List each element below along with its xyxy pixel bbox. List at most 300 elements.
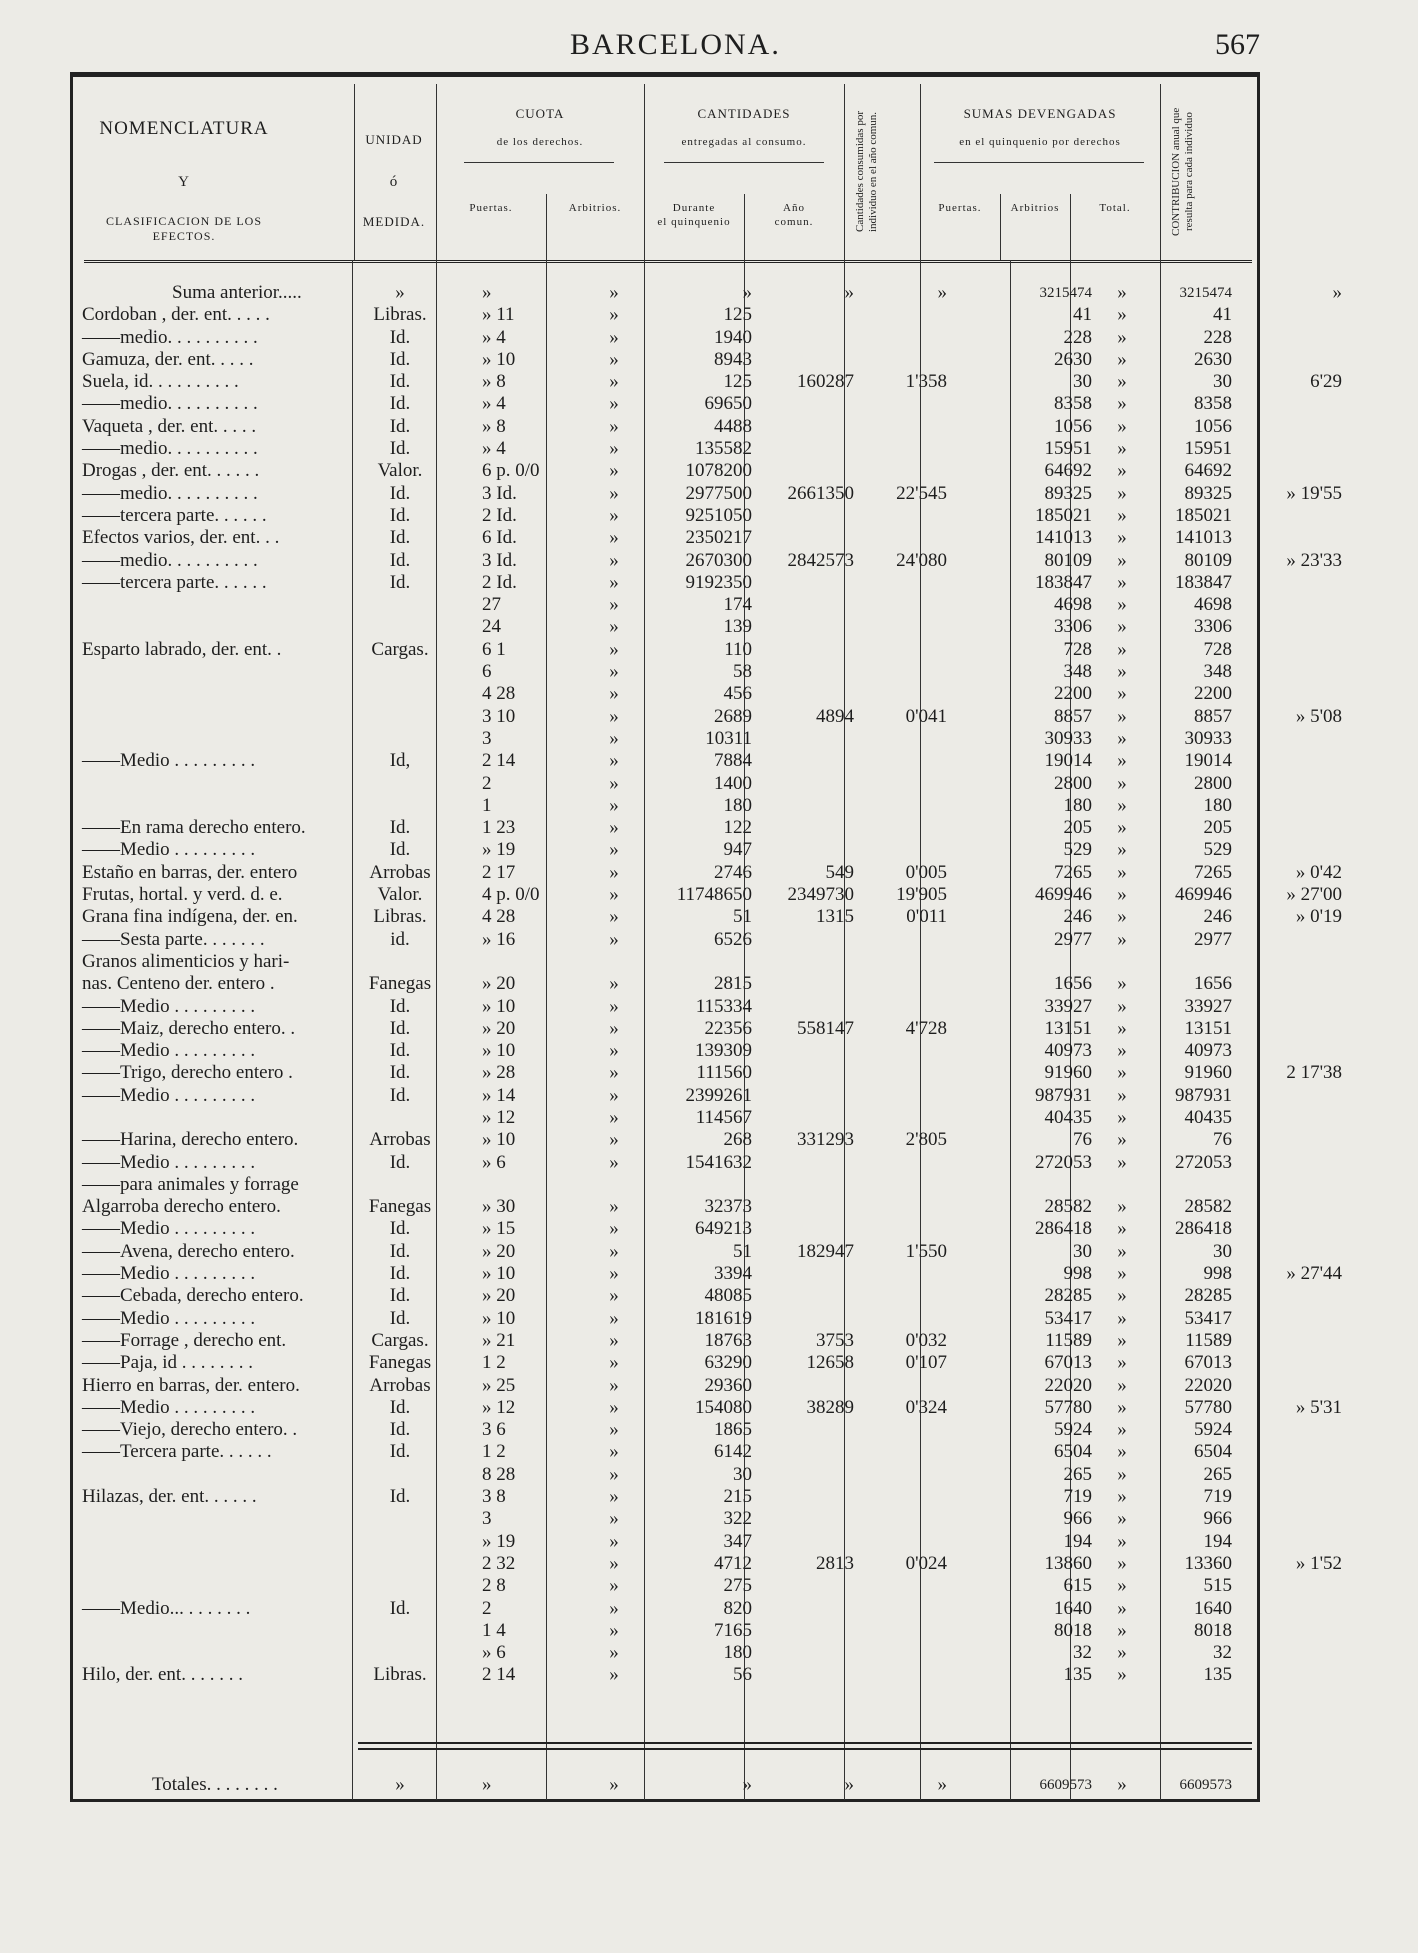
row-sumas-arbitrios: » xyxy=(1117,1396,1127,1418)
row-cuota-arbitrios: » xyxy=(609,638,619,660)
row-sumas-total: 76 xyxy=(1213,1129,1232,1151)
table-row xyxy=(82,416,1262,438)
row-sumas-total: 1056 xyxy=(1194,415,1232,437)
row-name: ——Cebada, derecho entero. xyxy=(82,1285,304,1307)
row-cuota-puertas: » 4 xyxy=(482,326,506,348)
row-durante: 268 xyxy=(723,1129,752,1151)
row-sumas-total: 13151 xyxy=(1184,1017,1232,1039)
page-title: BARCELONA. xyxy=(570,28,781,61)
row-sumas-arbitrios: » xyxy=(1117,304,1127,326)
row-durante: 947 xyxy=(723,839,752,861)
row-sumas-total: 41 xyxy=(1213,304,1232,326)
row-cuota-arbitrios: » xyxy=(609,1508,619,1530)
table-row xyxy=(82,1285,1262,1307)
row-name: Drogas , der. ent. . . . . . xyxy=(82,460,260,482)
row-sumas-arbitrios: » xyxy=(1117,460,1127,482)
row-sumas-puertas: 22020 xyxy=(1044,1374,1092,1396)
row-unit: Id. xyxy=(389,1040,411,1062)
row-sumas-total: 33927 xyxy=(1184,995,1232,1017)
row-sumas-total: 57780 xyxy=(1184,1396,1232,1418)
row-cuota-puertas: » 14 xyxy=(482,1084,516,1106)
row-name: Frutas, hortal. y verd. d. e. xyxy=(82,884,283,906)
table-row xyxy=(82,505,1262,527)
row-sumas-puertas: 76 xyxy=(1073,1129,1092,1151)
row-sumas-total: 53417 xyxy=(1184,1307,1232,1329)
table-row xyxy=(82,1308,1262,1330)
row-consumo-individuo: 0'324 xyxy=(905,1396,947,1418)
row-sumas-total: 515 xyxy=(1203,1575,1232,1597)
row-sumas-puertas: 2977 xyxy=(1054,928,1092,950)
row-sumas-puertas: 3306 xyxy=(1054,616,1092,638)
row-sumas-total: 286418 xyxy=(1175,1218,1232,1240)
row-sumas-puertas: 40973 xyxy=(1044,1040,1092,1062)
row-cuota-puertas: » 28 xyxy=(482,1062,516,1084)
header-arbitrios: Arbitrios. xyxy=(568,202,622,214)
row-sumas-puertas: 80109 xyxy=(1044,549,1092,571)
row-cuota-arbitrios: » xyxy=(609,1129,619,1151)
row-durante: 2670300 xyxy=(685,549,752,571)
header-cuota: CUOTA xyxy=(515,106,565,121)
row-durante: 820 xyxy=(723,1597,752,1619)
row-sumas-puertas: 469946 xyxy=(1035,884,1092,906)
table-row xyxy=(82,1464,1262,1486)
row-sumas-arbitrios: » xyxy=(1117,1352,1127,1374)
row-durante: 6142 xyxy=(714,1441,752,1463)
row-durante: 2399261 xyxy=(685,1084,752,1106)
row-durante: 322 xyxy=(723,1508,752,1530)
header-cantidades: CANTIDADES xyxy=(697,106,791,121)
row-unit: Arrobas xyxy=(369,1129,431,1151)
table-row xyxy=(82,1531,1262,1553)
row-cuota-arbitrios: » xyxy=(609,1396,619,1418)
row-durante: 18763 xyxy=(704,1329,752,1351)
row-cuota-puertas: 2 Id. xyxy=(482,504,517,526)
row-sumas-total: 3215474 xyxy=(1179,285,1232,301)
row-ano-comun: 160287 xyxy=(797,371,854,393)
row-unit: Id. xyxy=(389,415,411,437)
row-cuota-arbitrios: » xyxy=(609,1486,619,1508)
row-cuota-puertas: 8 28 xyxy=(482,1463,516,1485)
row-ano-comun: » xyxy=(844,282,854,303)
row-unit: Id. xyxy=(389,1285,411,1307)
row-ano-comun: 38289 xyxy=(806,1396,854,1418)
row-sumas-puertas: 91960 xyxy=(1044,1062,1092,1084)
row-durante: 51 xyxy=(733,906,752,928)
row-cuota-arbitrios: » xyxy=(609,1307,619,1329)
row-consumo-individuo: 0'011 xyxy=(906,906,947,928)
row-name: ——Medio . . . . . . . . . xyxy=(82,1218,256,1240)
table-row xyxy=(82,973,1262,995)
row-name: Efectos varios, der. ent. . . xyxy=(82,527,280,549)
row-unit: Id. xyxy=(389,995,411,1017)
row-durante: 122 xyxy=(723,817,752,839)
totals-rule xyxy=(358,1742,1252,1750)
row-sumas-puertas: 966 xyxy=(1063,1508,1092,1530)
row-sumas-arbitrios: » xyxy=(1117,393,1127,415)
row-name: Hilazas, der. ent. . . . . . xyxy=(82,1486,257,1508)
row-sumas-arbitrios: » xyxy=(1117,1285,1127,1307)
row-cuota-puertas: 1 2 xyxy=(482,1352,506,1374)
row-sumas-total: 8358 xyxy=(1194,393,1232,415)
row-durante: 1400 xyxy=(714,772,752,794)
row-durante: 9192350 xyxy=(685,571,752,593)
row-ano-comun: 12658 xyxy=(806,1352,854,1374)
row-cuota-arbitrios: » xyxy=(609,973,619,995)
row-sumas-arbitrios: » xyxy=(1117,504,1127,526)
row-cuota-puertas: 1 4 xyxy=(482,1619,506,1641)
row-cuota-puertas: 2 32 xyxy=(482,1552,516,1574)
row-cuota-arbitrios: » xyxy=(609,1463,619,1485)
row-cuota-puertas: 2 8 xyxy=(482,1575,506,1597)
row-ano-comun: 558147 xyxy=(797,1017,854,1039)
row-unit: Fanegas xyxy=(368,1352,432,1374)
row-sumas-puertas: 64692 xyxy=(1044,460,1092,482)
row-contribucion: » 19'55 xyxy=(1286,482,1342,504)
row-cuota-arbitrios: » xyxy=(609,906,619,928)
row-sumas-arbitrios: » xyxy=(1117,1530,1127,1552)
row-cuota-arbitrios: » xyxy=(609,794,619,816)
row-cuota-puertas: » 12 xyxy=(482,1396,516,1418)
row-sumas-arbitrios: » xyxy=(1117,1552,1127,1574)
row-durante: 48085 xyxy=(704,1285,752,1307)
row-sumas-arbitrios: » xyxy=(1117,1664,1127,1686)
row-sumas-puertas: 4698 xyxy=(1054,594,1092,616)
row-cuota-arbitrios: » xyxy=(609,393,619,415)
row-name: ——Medio . . . . . . . . . xyxy=(82,1396,256,1418)
row-cuota-arbitrios: » xyxy=(609,1151,619,1173)
row-sumas-arbitrios: » xyxy=(1117,995,1127,1017)
row-cuota-puertas: » 25 xyxy=(482,1374,516,1396)
row-sumas-arbitrios: » xyxy=(1117,616,1127,638)
row-unit: Valor. xyxy=(377,884,423,906)
table-row xyxy=(82,1396,1342,1419)
row-durante: 32373 xyxy=(704,1196,752,1218)
row-sumas-puertas: 30933 xyxy=(1044,727,1092,749)
row-sumas-total: 64692 xyxy=(1184,460,1232,482)
totals-row xyxy=(82,1774,1262,1796)
row-sumas-arbitrios: » xyxy=(1117,839,1127,861)
row-sumas-total: 15951 xyxy=(1184,438,1232,460)
row-cuota-arbitrios: » xyxy=(609,683,619,705)
row-contribucion: » 27'44 xyxy=(1286,1263,1342,1285)
row-cuota-arbitrios: » xyxy=(609,1062,619,1084)
row-sumas-total: 8857 xyxy=(1194,705,1232,727)
row-durante: 30 xyxy=(733,1463,752,1485)
row-sumas-puertas: 32 xyxy=(1073,1642,1092,1664)
table-row xyxy=(82,282,1342,304)
row-cuota-puertas: 2 Id. xyxy=(482,571,517,593)
row-durante: 174 xyxy=(723,594,752,616)
row-sumas-puertas: 2800 xyxy=(1054,772,1092,794)
row-unit: Id. xyxy=(389,549,411,571)
row-sumas-arbitrios: » xyxy=(1117,906,1127,928)
row-sumas-total: 5924 xyxy=(1194,1419,1232,1441)
totals-ano: » xyxy=(844,1774,854,1795)
row-cuota-arbitrios: » xyxy=(609,549,619,571)
row-consumo-individuo: 1'550 xyxy=(905,1240,947,1262)
table-row xyxy=(82,1375,1262,1397)
row-durante: 58 xyxy=(733,661,752,683)
row-cuota-puertas: 3 xyxy=(482,727,492,749)
row-cuota-arbitrios: » xyxy=(609,1664,619,1686)
row-unit: Id. xyxy=(389,1017,411,1039)
header-nomenclatura: NOMENCLATURA xyxy=(99,118,269,139)
row-cuota-puertas: 1 23 xyxy=(482,817,516,839)
row-sumas-total: 2977 xyxy=(1194,928,1232,950)
row-durante: 181619 xyxy=(695,1307,752,1329)
row-contribucion: » xyxy=(1332,282,1342,303)
row-unit: Id, xyxy=(389,750,411,772)
row-sumas-total: 2200 xyxy=(1194,683,1232,705)
row-sumas-puertas: 5924 xyxy=(1054,1419,1092,1441)
row-sumas-total: 205 xyxy=(1203,817,1232,839)
row-sumas-arbitrios: » xyxy=(1117,594,1127,616)
row-durante: 135582 xyxy=(695,438,752,460)
row-name: ——tercera parte. . . . . . xyxy=(82,571,267,593)
row-cuota-puertas: 24 xyxy=(482,616,501,638)
row-consumo-individuo: 0'032 xyxy=(905,1329,947,1351)
row-durante: 4712 xyxy=(714,1552,752,1574)
table-row xyxy=(82,1642,1262,1664)
row-durante: 347 xyxy=(723,1530,752,1552)
row-cuota-arbitrios: » xyxy=(609,839,619,861)
row-name: Grana fina indígena, der. en. xyxy=(82,906,298,928)
table-row xyxy=(82,327,1262,349)
row-name: ——Forrage , derecho ent. xyxy=(82,1329,287,1351)
row-sumas-puertas: 15951 xyxy=(1044,438,1092,460)
row-sumas-arbitrios: » xyxy=(1117,1263,1127,1285)
row-sumas-puertas: 719 xyxy=(1063,1486,1092,1508)
row-name: ——medio. . . . . . . . . . xyxy=(82,326,258,348)
row-cuota-puertas: » 10 xyxy=(482,1129,516,1151)
row-consumo-individuo: 1'358 xyxy=(905,371,947,393)
row-cuota-puertas: 2 17 xyxy=(482,861,516,883)
row-cuota-puertas: » 30 xyxy=(482,1196,516,1218)
row-cuota-arbitrios: » xyxy=(609,1263,619,1285)
row-contribucion: » 5'31 xyxy=(1295,1396,1342,1418)
row-cuota-arbitrios: » xyxy=(609,928,619,950)
table-header xyxy=(84,84,1252,263)
row-cuota-puertas: 1 2 xyxy=(482,1441,506,1463)
row-sumas-puertas: 529 xyxy=(1063,839,1092,861)
row-name: ——En rama derecho entero. xyxy=(82,817,306,839)
row-durante: 275 xyxy=(723,1575,752,1597)
row-cuota-puertas: » 8 xyxy=(482,415,506,437)
table-row xyxy=(82,861,1342,884)
row-cuota-puertas: 3 10 xyxy=(482,705,516,727)
row-cuota-puertas: » 19 xyxy=(482,1530,516,1552)
row-sumas-arbitrios: » xyxy=(1117,1486,1127,1508)
table-row xyxy=(82,817,1262,839)
row-durante: 114567 xyxy=(695,1106,752,1128)
header-quinquenio: el quinquenio xyxy=(657,216,731,228)
row-contribucion: 6'29 xyxy=(1310,371,1342,393)
header-medida: MEDIDA. xyxy=(362,214,426,229)
row-name: Hilo, der. ent. . . . . . . xyxy=(82,1664,243,1686)
row-name: ——Medio . . . . . . . . . xyxy=(82,750,256,772)
totals-arbitrios: » xyxy=(609,1774,619,1795)
row-cuota-puertas: » 4 xyxy=(482,438,506,460)
row-unit: Id. xyxy=(389,1486,411,1508)
row-sumas-total: 67013 xyxy=(1184,1352,1232,1374)
row-ano-comun: 2349730 xyxy=(787,884,854,906)
row-cuota-arbitrios: » xyxy=(609,1106,619,1128)
row-name: ——Medio . . . . . . . . . xyxy=(82,995,256,1017)
row-sumas-total: 183847 xyxy=(1175,571,1232,593)
row-sumas-puertas: 194 xyxy=(1063,1530,1092,1552)
row-cuota-arbitrios: » xyxy=(609,884,619,906)
row-ano-comun: 2661350 xyxy=(787,482,854,504)
row-name: ——medio. . . . . . . . . . xyxy=(82,482,258,504)
table-row xyxy=(82,906,1342,928)
row-cuota-arbitrios: » xyxy=(609,282,619,303)
row-sumas-puertas: 8358 xyxy=(1054,393,1092,415)
row-sumas-arbitrios: » xyxy=(1117,527,1127,549)
row-cuota-puertas: 6 p. 0/0 xyxy=(482,460,540,482)
row-consumo-individuo: 0'005 xyxy=(905,861,947,883)
row-name: ——Sesta parte. . . . . . . xyxy=(82,928,265,950)
row-unit: Fanegas xyxy=(368,973,432,995)
row-sumas-arbitrios: » xyxy=(1117,1106,1127,1128)
row-durante: 456 xyxy=(723,683,752,705)
row-unit: Arrobas xyxy=(369,1374,431,1396)
row-name: Vaqueta , der. ent. . . . . xyxy=(82,415,257,437)
row-sumas-arbitrios: » xyxy=(1117,1642,1127,1664)
row-cuota-arbitrios: » xyxy=(609,1218,619,1240)
table-row xyxy=(82,1575,1262,1597)
row-unit: Id. xyxy=(389,1084,411,1106)
row-unit: Id. xyxy=(389,1151,411,1173)
page-header xyxy=(70,28,1260,68)
row-contribucion: » 27'00 xyxy=(1286,884,1342,906)
row-cuota-arbitrios: » xyxy=(609,1552,619,1574)
row-name: Granos alimenticios y hari- xyxy=(82,950,290,972)
header-unidad: UNIDAD xyxy=(365,132,423,147)
totals-sumas-puertas: 6609573 xyxy=(1039,1777,1092,1793)
row-sumas-puertas: 180 xyxy=(1063,794,1092,816)
row-cuota-puertas: 6 1 xyxy=(482,638,506,660)
row-sumas-total: 4698 xyxy=(1194,594,1232,616)
table-row xyxy=(82,304,1262,326)
row-sumas-puertas: 13151 xyxy=(1044,1017,1092,1039)
row-sumas-puertas: 2630 xyxy=(1054,348,1092,370)
row-sumas-total: 30 xyxy=(1213,1240,1232,1262)
row-durante: 2350217 xyxy=(685,527,752,549)
row-sumas-total: 32 xyxy=(1213,1642,1232,1664)
row-cuota-arbitrios: » xyxy=(609,1285,619,1307)
row-sumas-puertas: 40435 xyxy=(1044,1106,1092,1128)
row-sumas-arbitrios: » xyxy=(1117,1575,1127,1597)
row-cuota-arbitrios: » xyxy=(609,571,619,593)
row-cuota-puertas: » 10 xyxy=(482,1307,516,1329)
table-row xyxy=(82,1218,1262,1240)
row-sumas-puertas: 998 xyxy=(1063,1263,1092,1285)
row-durante: 2746 xyxy=(714,861,752,883)
header-comun: comun. xyxy=(774,216,814,228)
row-sumas-total: 194 xyxy=(1203,1530,1232,1552)
row-cuota-puertas: » 19 xyxy=(482,839,516,861)
row-cuota-arbitrios: » xyxy=(609,1597,619,1619)
table-row xyxy=(82,929,1262,951)
row-durante: 10311 xyxy=(705,727,752,749)
row-cuota-puertas: 3 Id. xyxy=(482,482,517,504)
row-cuota-puertas: » 15 xyxy=(482,1218,516,1240)
row-sumas-arbitrios: » xyxy=(1117,1040,1127,1062)
table-row xyxy=(82,728,1262,750)
row-sumas-arbitrios: » xyxy=(1117,817,1127,839)
table-row xyxy=(82,996,1262,1018)
table-row xyxy=(82,460,1262,482)
page-number: 567 xyxy=(1215,28,1260,61)
row-consumo-individuo: 0'041 xyxy=(905,705,947,727)
row-cuota-arbitrios: » xyxy=(609,460,619,482)
row-sumas-puertas: 19014 xyxy=(1044,750,1092,772)
header-sumas: SUMAS DEVENGADAS xyxy=(963,106,1117,121)
row-unit: Id. xyxy=(389,1263,411,1285)
header-consumidas: Cantidades consumidas por individuo en el año comun. xyxy=(854,111,879,233)
row-contribucion: » 1'52 xyxy=(1295,1552,1342,1574)
row-sumas-puertas: 6504 xyxy=(1054,1441,1092,1463)
row-unit: Id. xyxy=(389,371,411,393)
row-durante: 180 xyxy=(723,1642,752,1664)
row-durante: 63290 xyxy=(704,1352,752,1374)
row-sumas-total: 28285 xyxy=(1184,1285,1232,1307)
table-row xyxy=(82,349,1262,371)
row-durante: 8943 xyxy=(714,348,752,370)
row-unit: Libras. xyxy=(373,906,427,928)
row-contribucion: 2 17'38 xyxy=(1286,1062,1342,1084)
row-sumas-puertas: 53417 xyxy=(1044,1307,1092,1329)
table-row xyxy=(82,1552,1342,1575)
row-sumas-puertas: 30 xyxy=(1073,1240,1092,1262)
row-sumas-arbitrios: » xyxy=(1117,1240,1127,1262)
row-sumas-puertas: 141013 xyxy=(1035,527,1092,549)
row-durante: 2977500 xyxy=(685,482,752,504)
row-name: ——Maiz, derecho entero. . xyxy=(82,1017,296,1039)
table-row xyxy=(82,1129,1262,1151)
table-row xyxy=(82,1018,1262,1040)
row-sumas-total: 30933 xyxy=(1184,727,1232,749)
row-contribucion: » 0'19 xyxy=(1295,906,1342,928)
row-sumas-total: 28582 xyxy=(1184,1196,1232,1218)
row-name: ——Tercera parte. . . . . . xyxy=(82,1441,272,1463)
row-cuota-puertas: 2 14 xyxy=(482,1664,516,1686)
row-sumas-total: 80109 xyxy=(1184,549,1232,571)
table-row xyxy=(82,594,1262,616)
totals-sumas-total: 6609573 xyxy=(1179,1777,1232,1793)
row-cuota-arbitrios: » xyxy=(609,326,619,348)
row-ano-comun: 182947 xyxy=(797,1240,854,1262)
row-name: ——Harina, derecho entero. xyxy=(82,1129,299,1151)
table-row xyxy=(82,661,1262,683)
row-unit: Cargas. xyxy=(371,1329,429,1351)
table-row xyxy=(82,1598,1262,1620)
row-sumas-puertas: 987931 xyxy=(1035,1084,1092,1106)
table-row xyxy=(82,1419,1262,1441)
row-sumas-arbitrios: » xyxy=(1117,1129,1127,1151)
row-sumas-total: 2630 xyxy=(1194,348,1232,370)
row-sumas-total: 40435 xyxy=(1184,1106,1232,1128)
table-row xyxy=(82,527,1262,549)
row-sumas-total: 998 xyxy=(1203,1263,1232,1285)
row-name: ——Medio . . . . . . . . . xyxy=(82,1151,256,1173)
row-sumas-arbitrios: » xyxy=(1117,326,1127,348)
row-sumas-total: 7265 xyxy=(1194,861,1232,883)
row-cuota-arbitrios: » xyxy=(609,1240,619,1262)
row-sumas-puertas: 228 xyxy=(1063,326,1092,348)
table-row xyxy=(82,750,1262,772)
row-cuota-puertas: » 8 xyxy=(482,371,506,393)
